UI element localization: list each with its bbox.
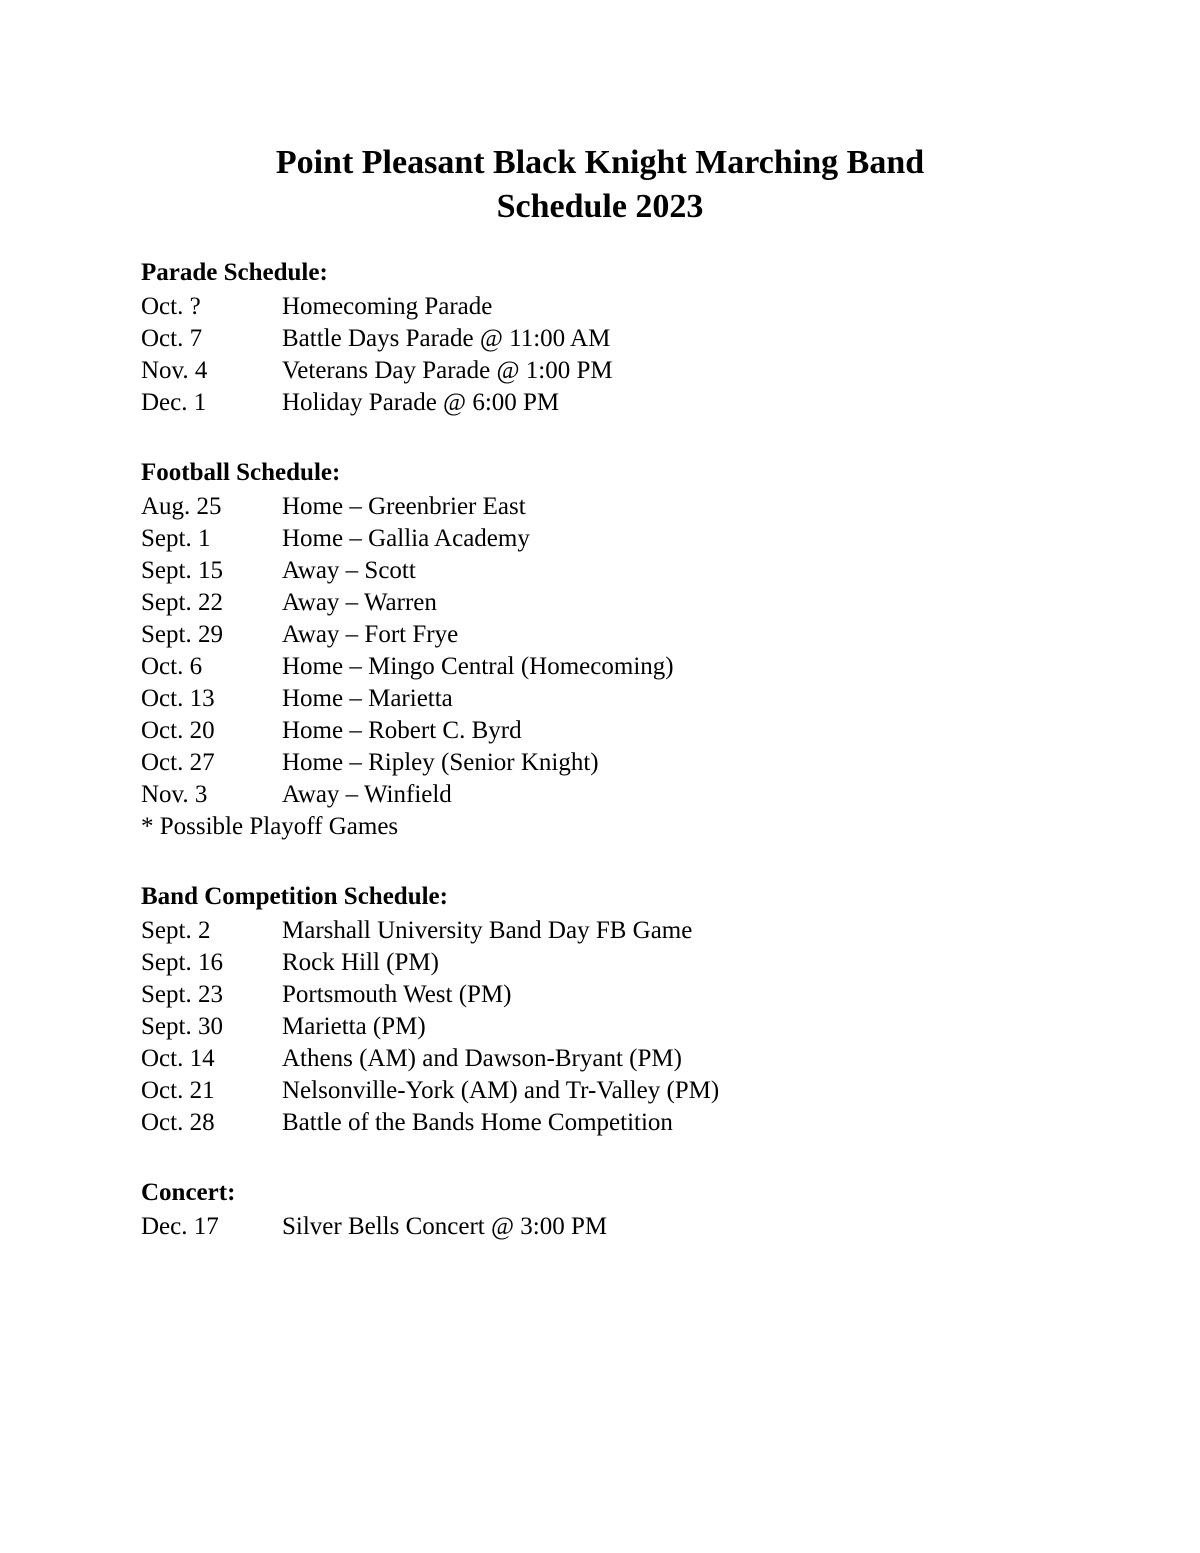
row-event: Away – Fort Frye — [282, 621, 459, 648]
row-event: Holiday Parade @ 6:00 PM — [282, 389, 560, 416]
schedule-row — [141, 619, 1161, 651]
row-event: Away – Scott — [282, 557, 416, 584]
schedule-row — [141, 1011, 1161, 1043]
row-date: Sept. 23 — [141, 981, 223, 1008]
row-event: Veterans Day Parade @ 1:00 PM — [282, 357, 613, 384]
row-date: Sept. 1 — [141, 525, 211, 552]
row-date: Oct. 28 — [141, 1109, 215, 1136]
row-event: Rock Hill (PM) — [282, 949, 439, 976]
schedule-row — [141, 355, 1161, 387]
schedule-row — [141, 1107, 1161, 1139]
row-event: Portsmouth West (PM) — [282, 981, 512, 1008]
schedule-row — [141, 1075, 1161, 1107]
row-event: Battle of the Bands Home Competition — [282, 1109, 673, 1136]
schedule-row — [141, 979, 1161, 1011]
schedule-row — [141, 683, 1161, 715]
row-event: Marshall University Band Day FB Game — [282, 917, 693, 944]
schedule-row — [141, 651, 1161, 683]
row-date: Dec. 1 — [141, 389, 207, 416]
title-line-2: Schedule 2023 — [496, 188, 704, 225]
schedule-row — [141, 491, 1161, 523]
row-event: Athens (AM) and Dawson-Bryant (PM) — [282, 1045, 682, 1072]
row-event: Silver Bells Concert @ 3:00 PM — [282, 1213, 608, 1240]
document-title — [0, 141, 1200, 229]
row-event: Home – Marietta — [282, 685, 453, 712]
row-date: Sept. 15 — [141, 557, 223, 584]
playoff-note: * Possible Playoff Games — [141, 813, 399, 840]
row-date: Oct. 20 — [141, 717, 215, 744]
schedule-row — [141, 747, 1161, 779]
schedule-content — [141, 255, 1161, 1279]
schedule-row — [141, 555, 1161, 587]
schedule-row — [141, 1043, 1161, 1075]
row-date: Nov. 4 — [141, 357, 208, 384]
section-heading-parade: Parade Schedule: — [141, 259, 328, 286]
schedule-row — [141, 523, 1161, 555]
row-event: Home – Gallia Academy — [282, 525, 530, 552]
row-date: Sept. 16 — [141, 949, 223, 976]
concert-section — [141, 1175, 1161, 1243]
competition-schedule-section — [141, 879, 1161, 1139]
football-schedule-section — [141, 455, 1161, 843]
row-date: Sept. 2 — [141, 917, 211, 944]
row-date: Sept. 30 — [141, 1013, 223, 1040]
row-event: Homecoming Parade — [282, 293, 493, 320]
schedule-row — [141, 323, 1161, 355]
row-event: Home – Ripley (Senior Knight) — [282, 749, 599, 776]
row-date: Dec. 17 — [141, 1213, 219, 1240]
schedule-row — [141, 947, 1161, 979]
schedule-row — [141, 715, 1161, 747]
row-date: Oct. 14 — [141, 1045, 215, 1072]
schedule-row — [141, 387, 1161, 419]
row-event: Nelsonville-York (AM) and Tr-Valley (PM) — [282, 1077, 720, 1104]
row-date: Oct. 7 — [141, 325, 203, 352]
parade-schedule-section — [141, 255, 1161, 419]
row-event: Home – Robert C. Byrd — [282, 717, 522, 744]
schedule-row — [141, 291, 1161, 323]
section-heading-concert: Concert: — [141, 1179, 236, 1206]
row-event: Home – Mingo Central (Homecoming) — [282, 653, 674, 680]
section-heading-football: Football Schedule: — [141, 459, 341, 486]
row-date: Oct. ? — [141, 293, 201, 320]
schedule-row — [141, 1211, 1161, 1243]
schedule-row — [141, 779, 1161, 811]
schedule-row — [141, 915, 1161, 947]
row-date: Sept. 22 — [141, 589, 223, 616]
row-date: Oct. 13 — [141, 685, 215, 712]
row-event: Away – Warren — [282, 589, 437, 616]
row-date: Oct. 27 — [141, 749, 215, 776]
row-event: Away – Winfield — [282, 781, 452, 808]
row-event: Home – Greenbrier East — [282, 493, 526, 520]
row-date: Nov. 3 — [141, 781, 208, 808]
row-date: Sept. 29 — [141, 621, 223, 648]
row-date: Aug. 25 — [141, 493, 222, 520]
row-event: Marietta (PM) — [282, 1013, 426, 1040]
title-line-1: Point Pleasant Black Knight Marching Band — [275, 144, 925, 181]
row-event: Battle Days Parade @ 11:00 AM — [282, 325, 611, 352]
section-heading-competition: Band Competition Schedule: — [141, 883, 448, 910]
schedule-row — [141, 587, 1161, 619]
row-date: Oct. 21 — [141, 1077, 215, 1104]
row-date: Oct. 6 — [141, 653, 203, 680]
